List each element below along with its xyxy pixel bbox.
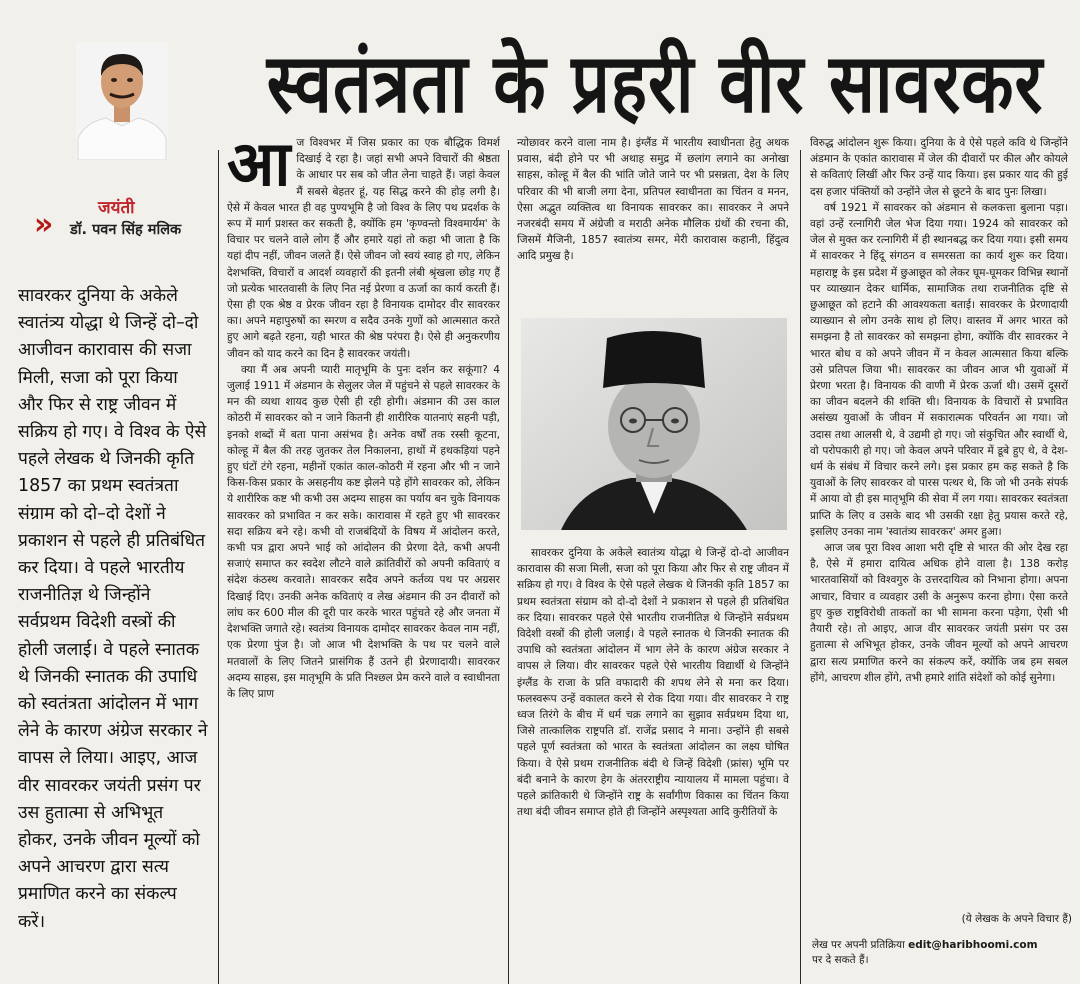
- chevron-right-icon: »: [34, 207, 54, 242]
- article-column-3: [810, 135, 1068, 895]
- author-portrait-image: [76, 42, 168, 160]
- article-headline: स्वतंत्रता के प्रहरी वीर सावरकर: [266, 37, 1044, 132]
- article-column-2-top: न्योछावर करने वाला नाम है। इंग्लैंड में भारतीय स्वाधीनता हेतु अथक प्रवास, बंदी होने पर भी अथाह समुद्र में छलांग लगाने का अनोखा साहस, कोल्हू में बैल की भांति जोते जाने पर भी प्रसन्नता, देश के लिए परिवार की भी बाजी लगा देना, प्रतिपल स्वाधीनता का चिंतन व मनन, ऐसा अद्भुत व्यक्तित्व था विनायक सावरकर का। सावरकर ने अपने नजरबंदी समय में अंग्रेजी व मराठी अनेक मौलिक ग्रंथों की रचना की, जिसमें मैजिनी, 1857 स्वातंत्र्य समर, मेरी कारावास कहानी, हिंदुत्व आदि प्रमुख है।: [517, 137, 789, 263]
- feedback-prefix: लेख पर अपनी प्रतिक्रिया: [812, 939, 905, 951]
- author-photo: [76, 42, 168, 160]
- portrait-image: [521, 318, 787, 530]
- article-paragraph: विरुद्ध आंदोलन शुरू किया। दुनिया के वे ऐसे पहले कवि थे जिन्होंने अंडमान के एकांत कारावास में जेल की दीवारों पर कील और कोयले से कविताएं लिखीं और फिर उन्हें याद किया। इस प्रकार याद की हुई दस हजार पंक्तियों को उन्होंने जेल से छूटने के बाद पुनः लिखा।: [810, 137, 1068, 198]
- article-column-2-bottom: सावरकर दुनिया के अकेले स्वातंत्र्य योद्धा थे जिन्हें दो-दो आजीवन कारावास की सजा मिली, सजा को पूरा किया और फिर से राष्ट्र जीवन में सक्रिय हो गए। वे विश्व के ऐसे पहले लेखक थे जिनकी कृति 1857 का प्रथम स्वतंत्रता संग्राम को दो-दो देशों ने प्रकाशन से पहले ही प्रतिबंधित कर दिया। सावरकर पहले ऐसे भारतीय राजनीतिज्ञ थे जिन्होंने सर्वप्रथम विदेशी वस्त्रों की होली जलाई। वे पहले स्नातक थे जिनकी स्नातक की उपाधि को स्वतंत्रता आंदोलन में भाग लेने के कारण अंग्रेज सरकार ने वापस ले लिया। वीर सावरकर पहले ऐसे भारतीय विद्यार्थी थे जिन्होंने इंग्लैंड के राजा के प्रति वफादारी की शपथ लेने से मना कर दिया। फलस्वरूप उन्हें वकालत करने से रोक दिया गया। वीर सावरकर ने राष्ट्र ध्वज तिरंगे के बीच में धर्म चक्र लगाने का सुझाव सर्वप्रथम दिया था, जिसे तात्कालिक राष्ट्रपति डॉ. राजेंद्र प्रसाद ने माना। उन्होंने ही सबसे पहले पूर्ण स्वतंत्रता को भारत के स्वतंत्रता आंदोलन का लक्ष्य घोषित किया। वे ऐसे प्रथम राजनीतिक बंदी थे जिन्हें विदेशी (फ्रांस) भूमि पर बंदी बनाने के कारण हेग के अंतरराष्ट्रीय न्यायालय में मामला पहुंचा। वे पहले क्रांतिकारी थे जिन्होंने राष्ट्र के सर्वांगीण विकास का चिंतन किया तथा बंदी जीवन समाप्त होते ही जिन्होंने अस्पृश्यता आदि कुरीतियों के: [517, 547, 789, 819]
- savarkar-portrait: [521, 318, 787, 530]
- article-paragraph: आज जब पूरा विश्व आशा भरी दृष्टि से भारत की ओर देख रहा है, ऐसे में हमारा दायित्व अधिक होने वाला है। 138 करोड़ भारतवासियों को विश्वगुरु के उत्तरदायित्व को निभाना होगा। अपना आचार, विचार व व्यवहार उसी के अनुरूप करना होगा। ऐसा करते हुए कुछ राष्ट्रविरोधी ताकतों का भी सामना करना पड़ेगा, ऐसी भी तैयारी रहे। तो आइए, आज वीर सावरकर जयंती प्रसंग पर उस हुतात्मा से अभिभूत होकर, उनके जीवन मूल्यों को अपने आचरण द्वारा सत्य प्रमाणित करने का संकल्प करें, क्योंकि जब हम सबल होंगे, आचरण शील होंगे, तभी हमारे शांति संदेशों को कोई सुनेगा।: [810, 542, 1068, 684]
- column-divider: [218, 150, 219, 984]
- column-divider: [800, 150, 801, 984]
- column-divider: [508, 150, 509, 984]
- article-paragraph: वर्ष 1921 में सावरकर को अंडमान से कलकत्ता बुलाना पड़ा। वहां उन्हें रत्नागिरी जेल भेज दिया गया। 1924 को सावरकर को जेल से मुक्त कर रत्नागिरी में ही स्थानबद्ध कर दिया गया। इसी समय में सावरकर ने हिंदू संगठन व समरसता का कार्य शुरू कर दिया। महाराष्ट्र के इस प्रदेश में छुआछूत को लेकर घूम-घूमकर विभिन्न स्थानों पर व्याख्यान देकर धार्मिक, सामाजिक तथा राजनीतिक दृष्टि से छुआछूत को हटाने की आवश्यकता बताई। सावरकर के प्रेरणादायी व्याख्यान से लोग उनके साथ हो लिए। वास्तव में अगर भारत को समझना है तो सावरकर को समझना होगा, क्योंकि वीर सावरकर ने भारत बोध व को अपने जीवन में न केवल आत्मसात किया बल्कि उसे प्रतिपल जिया भी। सावरकर का जीवन आज भी युवाओं में प्रेरणा भरता है। विनायक की वाणी में प्रेरक ऊर्जा थी। उसमें दूसरों का जीवन बदलने की शक्ति थी। विनायक के विचारों से प्रभावित असंख्य युवाओं के जीवन में सकारात्मक परिवर्तन आ गया। जो उदास तथा आलसी थे, वे उद्यमी हो गए। जो संकुचित और स्वार्थी थे, वो परोपकारी हो गए। जो केवल अपने परिवार में डूबे हुए थे, वे देश-धर्म के संबंध में विचार करने लगे। इस प्रकार हम कह सकते है कि युवाओं के लिए सावरकर वो पारस पत्थर थे, कि जो भी उनके संपर्क में आया वो ही इस मातृभूमि की सेवा में लग गया। सावरकर स्वतंत्रता प्राप्ति के लिए व उसके बाद भी उसकी रक्षा हेतु प्रयास करते रहे, इसलिए उनका नाम 'स्वातंत्र्य सावरकर' अमर हुआ।: [810, 201, 1068, 538]
- feedback-email-link[interactable]: edit@haribhoomi.com: [908, 939, 1038, 951]
- article-lead-paragraph: ज विश्वभर में जिस प्रकार का एक बौद्धिक विमर्श दिखाई दे रहा है। जहां सभी अपने विचारों की श्रेष्ठता के आधार पर सब को जीत लेना चाहते हैं। जहां केवल मैं सबसे बेहतर हूं, यह सिद्ध करने की होड़ लगी है। ऐसे में केवल भारत ही वह पुण्यभूमि है जो विश्व के लिए पथ प्रदर्शक के रूप में मार्ग प्रशस्त कर सकती है, क्योंकि हम 'कृण्वन्तो विश्वमार्यम' के विचार पर चलने वाले लोग हैं और हमारे यहां तो कहा भी जाता है कि यहां दीप नहीं, जीवन जलते हैं। ऐसे जीवन जो स्वयं स्वाह हो गए, लेकिन देशभक्ति, विचारों व आदर्श व्यवहारों की इतनी लंबी श्रृंखला छोड़ गए हैं जो प्रत्येक भारतवासी के लिए नित नई प्रेरणा व ऊर्जा का कार्य करती हैं। ऐसा ही एक श्रेष्ठ व प्रेरक जीवन रहा है विनायक दामोदर वीर सावरकर का। अपने महापुरुषों का स्मरण व सदैव उनके गुणों को आत्मसात करते हुए आगे बढ़ते रहना, यही भारत की श्रेष्ठ परंपरा है। ऐसे ही अनुकरणीय जीवन को याद करने का दिन है सावरकर जयंती।: [227, 137, 500, 360]
- drop-cap: आ: [227, 135, 291, 200]
- author-name: डॉ. पवन सिंह मलिक: [70, 222, 182, 238]
- article-column-1: [227, 135, 500, 983]
- article-paragraph: क्या मैं अब अपनी प्यारी मातृभूमि के पुनः दर्शन कर सकूंगा? 4 जुलाई 1911 में अंडमान के सेलुलर जेल में पहुंचने से पहले सावरकर के मन की व्यथा शायद कुछ ऐसी ही रही होगी। अंडमान की उस काल कोठरी में सावरकर को न जाने कितनी ही शारीरिक यातनाएं सहनी पड़ी, इनको शब्दों में बता पाना असंभव है। अनेक वर्षों तक रस्सी कूटना, कोल्हू में बैल की तरह जुतकर तेल निकालना, हाथों में हथकड़ियां पहने हुए घंटों टंगे रहना, महीनों एकांत काल-कोठरी में रहना और भी न जाने किस-किस प्रकार के असहनीय कष्ट झेलने पड़े होंगे सावरकर को, लेकिन ये शारीरिक कष्ट भी कभी उस अदम्य साहस का पर्याय बन चुके विनायक सावरकर को प्रभावित न कर सके। कारावास में रहते हुए भी सावरकर सदा सक्रिय बने रहे। कभी वो राजबंदियों के विषय में आंदोलन करते, कभी पत्र द्वारा अपने भाई को आंदोलन की प्रेरणा देते, कभी अपनी सजाएं समाप्त कर स्वदेश लौटने वाले क्रांतिवीरों को अपनी कविताएं व संदेश कंठस्थ करवाते। सावरकर सदैव अपने कर्तव्य पथ पर अग्रसर दिखाई दिए। उनकी अनेक कविताएं व लेख अंडमान की उन दीवारों को लांघ कर 600 मील की दूरी पार करके भारत पहुंचते रहे और जनता में देशभक्ति जगाते रहे। स्वतंत्र्य विनायक दामोदर सावरकर केवल नाम नहीं, एक प्रेरणा पुंज है। जो आज भी देशभक्ति के पथ पर चलने वाले मतवालों के लिए जितने प्रासंगिक हैं उतने ही प्रेरणादायी। सावरकर अदम्य साहस, इस मातृभूमि के प्रति निश्छल प्रेम करने वाले व स्वाधीनता के लिए प्राण: [227, 363, 500, 700]
- feedback-note: [812, 938, 1068, 968]
- author-disclaimer: (ये लेखक के अपने विचार हैं): [961, 913, 1072, 925]
- feedback-suffix: पर दे सकते हैं।: [812, 954, 869, 966]
- category-label: जयंती: [98, 198, 135, 218]
- sidebar-summary: सावरकर दुनिया के अकेले स्वातंत्र्य योद्धा थे जिन्हें दो–दो आजीवन कारावास की सजा मिली, सजा को पूरा किया और फिर से राष्ट्र जीवन में सक्रिय हो गए। वे विश्व के ऐसे पहले लेखक थे जिनकी कृति 1857 का प्रथम स्वतंत्रता संग्राम को दो–दो देशों ने प्रकाशन से पहले ही प्रतिबंधित कर दिया। वे पहले भारतीय राजनीतिज्ञ थे जिन्होंने सर्वप्रथम विदेशी वस्त्रों की होली जलाई। वे पहले स्नातक थे जिनकी स्नातक की उपाधि को स्वतंत्रता आंदोलन में भाग लेने के कारण अंग्रेज सरकार ने वापस ले लिया। आइए, आज वीर सावरकर जयंती प्रसंग पर उस हुतात्मा से अभिभूत होकर, उनके जीवन मूल्यों को अपने आचरण द्वारा सत्य प्रमाणित करने का संकल्प करें।: [18, 286, 208, 932]
- category-tag: [30, 195, 225, 255]
